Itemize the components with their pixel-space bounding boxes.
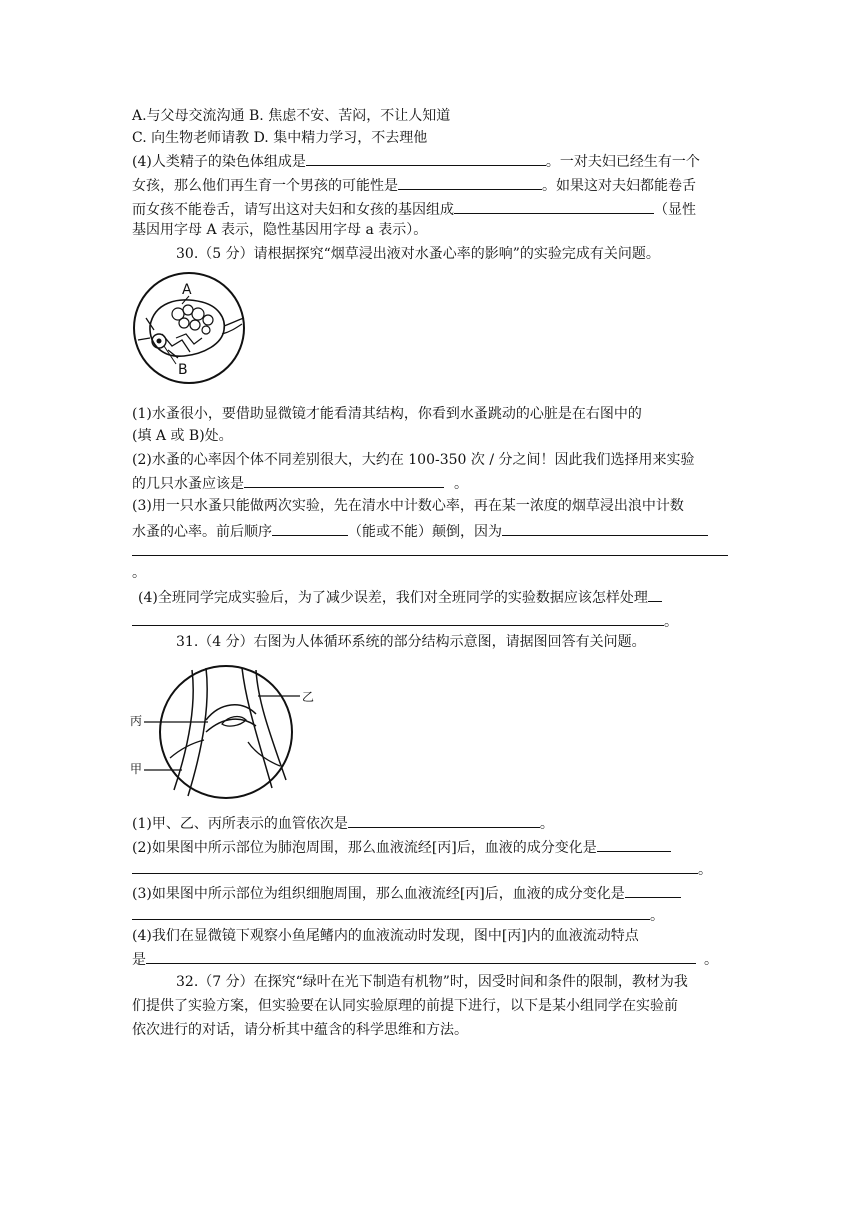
q31-2-line2: 。 — [132, 858, 712, 880]
answer-blank[interactable] — [398, 174, 542, 190]
label-a: A — [182, 282, 192, 298]
answer-blank[interactable] — [132, 610, 664, 626]
question-32-line2: 们提供了实验方案，但实验要在认同实验原理的前提下进行，以下是某小组同学在实验前 — [132, 998, 678, 1014]
q29-4-line3: 而女孩不能卷舌，请写出这对夫妇和女孩的基因组成 （显性 — [132, 198, 696, 220]
question-30-title: 30.（5 分）请根据探究“烟草浸出液对水蚤心率的影响”的实验完成有关问题。 — [176, 246, 660, 262]
q30-4-line2: 。 — [132, 610, 678, 632]
question-31-title: 31.（4 分）右图为人体循环系统的部分结构示意图，请据图回答有关问题。 — [176, 634, 646, 650]
q30-3-line2: 水蚤的心率。前后顺序 （能或不能）颠倒，因为 — [132, 520, 708, 542]
answer-blank[interactable] — [502, 520, 708, 536]
answer-blank[interactable] — [454, 198, 654, 214]
q30-3-line1: (3)用一只水蚤只能做两次实验，先在清水中计数心率，再在某一浓度的烟草浸出浪中计数 — [132, 498, 684, 514]
q31-4-line2: 是 。 — [132, 948, 718, 970]
label-bing: 丙 — [130, 714, 143, 728]
q31-3-line1: (3)如果图中所示部位为组织细胞周围，那么血液流经[丙]后，血液的成分变化是 — [132, 882, 681, 904]
question-32-line1: 32.（7 分）在探究“绿叶在光下制造有机物”时，因受时间和条件的限制，教材为我 — [176, 974, 688, 990]
q29-4-line4: 基因用字母 A 表示，隐性基因用字母 a 表示）。 — [132, 222, 428, 238]
q30-2-line1: (2)水蚤的心率因个体不同差别很大，大约在 100-350 次 / 分之间！因此我们选择用来实验 — [132, 452, 695, 468]
label-b: B — [178, 362, 188, 378]
q29-4-line2: 女孩，那么他们再生育一个男孩的可能性是 。如果这对夫妇都能卷舌 — [132, 174, 696, 196]
q30-1-line2: (填 A 或 B)处。 — [132, 428, 233, 444]
q30-3-end: 。 — [132, 565, 146, 581]
answer-blank[interactable] — [132, 858, 698, 874]
label-jia: 甲 — [130, 762, 143, 776]
q31-4-line1: (4)我们在显微镜下观察小鱼尾鳍内的血液流动时发现，图中[丙]内的血液流动特点 — [132, 928, 639, 944]
q31-1-line: (1)甲、乙、丙所表示的血管依次是 。 — [132, 812, 554, 834]
answer-blank[interactable] — [597, 836, 671, 852]
answer-blank[interactable] — [648, 586, 662, 602]
q30-4-line1: (4)全班同学完成实验后，为了减少误差，我们对全班同学的实验数据应该怎样处理 — [138, 586, 662, 608]
answer-rule[interactable] — [132, 555, 728, 556]
answer-blank[interactable] — [625, 882, 681, 898]
circulation-drawing — [130, 662, 320, 806]
answer-blank[interactable] — [272, 520, 348, 536]
question-32-line3: 依次进行的对话，请分析其中蕴含的科学思维和方法。 — [132, 1022, 468, 1038]
label-yi: 乙 — [302, 690, 315, 704]
circulation-figure — [130, 662, 320, 806]
water-flea-figure — [132, 268, 247, 388]
q31-2-line1: (2)如果图中所示部位为肺泡周围，那么血液流经[丙]后，血液的成分变化是 — [132, 836, 671, 858]
option-line-cd: C. 向生物老师请教 D. 集中精力学习，不去理他 — [132, 130, 428, 146]
answer-blank[interactable] — [132, 904, 650, 920]
q31-3-line2: 。 — [132, 904, 664, 926]
q30-1-line1: (1)水蚤很小，要借助显微镜才能看清其结构，你看到水蚤跳动的心脏是在右图中的 — [132, 406, 642, 422]
q30-2-line2: 的几只水蚤应该是 。 — [132, 472, 468, 494]
answer-blank[interactable] — [348, 812, 540, 828]
answer-blank[interactable] — [146, 948, 696, 964]
answer-blank[interactable] — [244, 472, 444, 488]
option-line-ab: A.与父母交流沟通 B. 焦虑不安、苦闷，不让人知道 — [132, 108, 451, 124]
q29-4-line1: (4)人类精子的染色体组成是 。一对夫妇已经生有一个 — [132, 150, 700, 172]
answer-blank[interactable] — [306, 150, 546, 166]
